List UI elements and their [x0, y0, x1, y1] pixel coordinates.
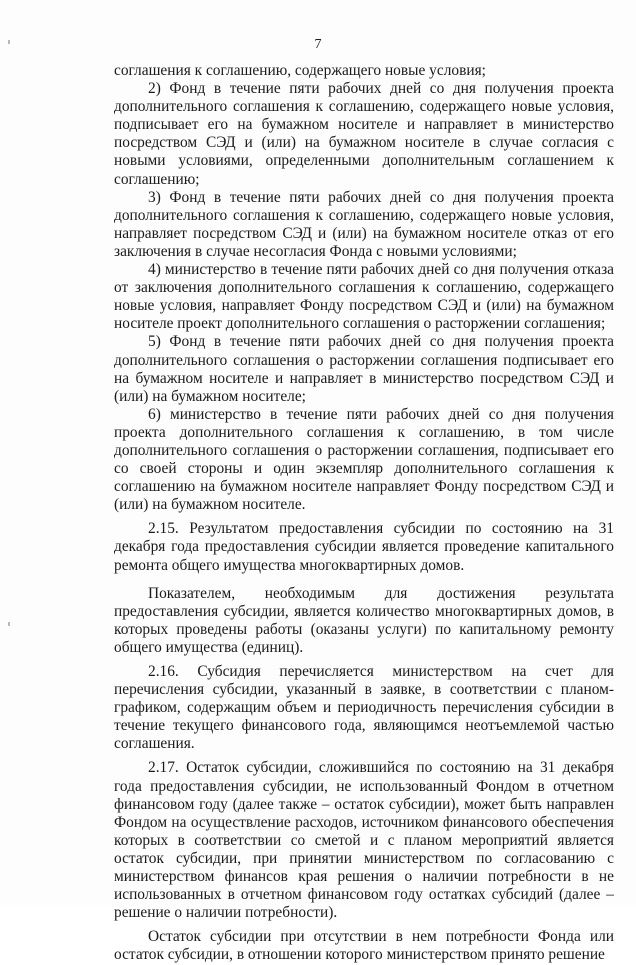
paragraph: 2.17. Остаток субсидии, сложившийся по состоянию на 31 декабря года предоставления субсидии, не использованный Фондом в отчетном финансовом году (далее также – остаток субсидии), может быть направлен Фондом на осуществление расходов, источником финансового обеспечения которых в соответствии со сметой и с планом мероприятий является остаток субсидии, при принятии министерством по согласованию с министерством финансов края решения о наличии потребности в не использованных в отчетном финансовом году остатках субсидий (далее – решение о наличии потребности). [114, 759, 614, 922]
paragraph: 4) министерство в течение пяти рабочих дней со дня получения отказа от заключения дополнительного соглашения к соглашению, содержащего новые условия, направляет Фонду посредством СЭД и (или) на бумажном носителе проект дополнительного соглашения о расторжении соглашения; [114, 261, 614, 333]
document-body [114, 62, 614, 965]
page-number: 7 [314, 37, 322, 52]
scan-margin-mark [8, 622, 10, 626]
paragraph: Показателем, необходимым для достижения результата предоставления субсидии, является количество многоквартирных домов, в которых проведены работы (оказаны услуги) по капитальному ремонту общего имущества (единиц). [114, 584, 614, 656]
paragraph: 2.16. Субсидия перечисляется министерством на счет для перечисления субсидии, указанный в заявке, в соответствии с планом-графиком, содержащим объем и периодичность перечисления субсидии в течение текущего финансового года, являющимся неотъемлемой частью соглашения. [114, 663, 614, 753]
paragraph: 3) Фонд в течение пяти рабочих дней со дня получения проекта дополнительного соглашения к соглашению, содержащего новые условия, направляет посредством СЭД и (или) на бумажном носителе отказ от его заключения в случае несогласия Фонда с новыми условиями; [114, 188, 614, 260]
paragraph: 5) Фонд в течение пяти рабочих дней со дня получения проекта дополнительного соглашения о расторжении соглашения подписывает его на бумажном носителе и направляет в министерство посредством СЭД и (или) на бумажном носителе; [114, 333, 614, 405]
paragraph: соглашения к соглашению, содержащего новые условия; [114, 62, 486, 79]
paragraph: 6) министерство в течение пяти рабочих дней со дня получения проекта дополнительного соглашения к соглашению, в том числе дополнительного соглашения о расторжении соглашения, подписывает его со своей стороны и один экземпляр дополнительного соглашения к соглашению на бумажном носителе направляет Фонду посредством СЭД и (или) на бумажном носителе. [114, 405, 614, 514]
paragraph: 2) Фонд в течение пяти рабочих дней со дня получения проекта дополнительного соглашения к соглашению, содержащего новые условия, подписывает его на бумажном носителе и направляет в министерство посредством СЭД и (или) на бумажном носителе в случае согласия с новыми условиями, определенными дополнительным соглашением к соглашению; [114, 80, 614, 188]
paragraph: 2.15. Результатом предоставления субсидии по состоянию на 31 декабря года предоставления субсидии является проведение капитального ремонта общего имущества многоквартирных домов. [114, 520, 614, 574]
paragraph: Остаток субсидии при отсутствии в нем потребности Фонда или остаток субсидии, в отношении которого министерством принято решение [114, 928, 614, 964]
